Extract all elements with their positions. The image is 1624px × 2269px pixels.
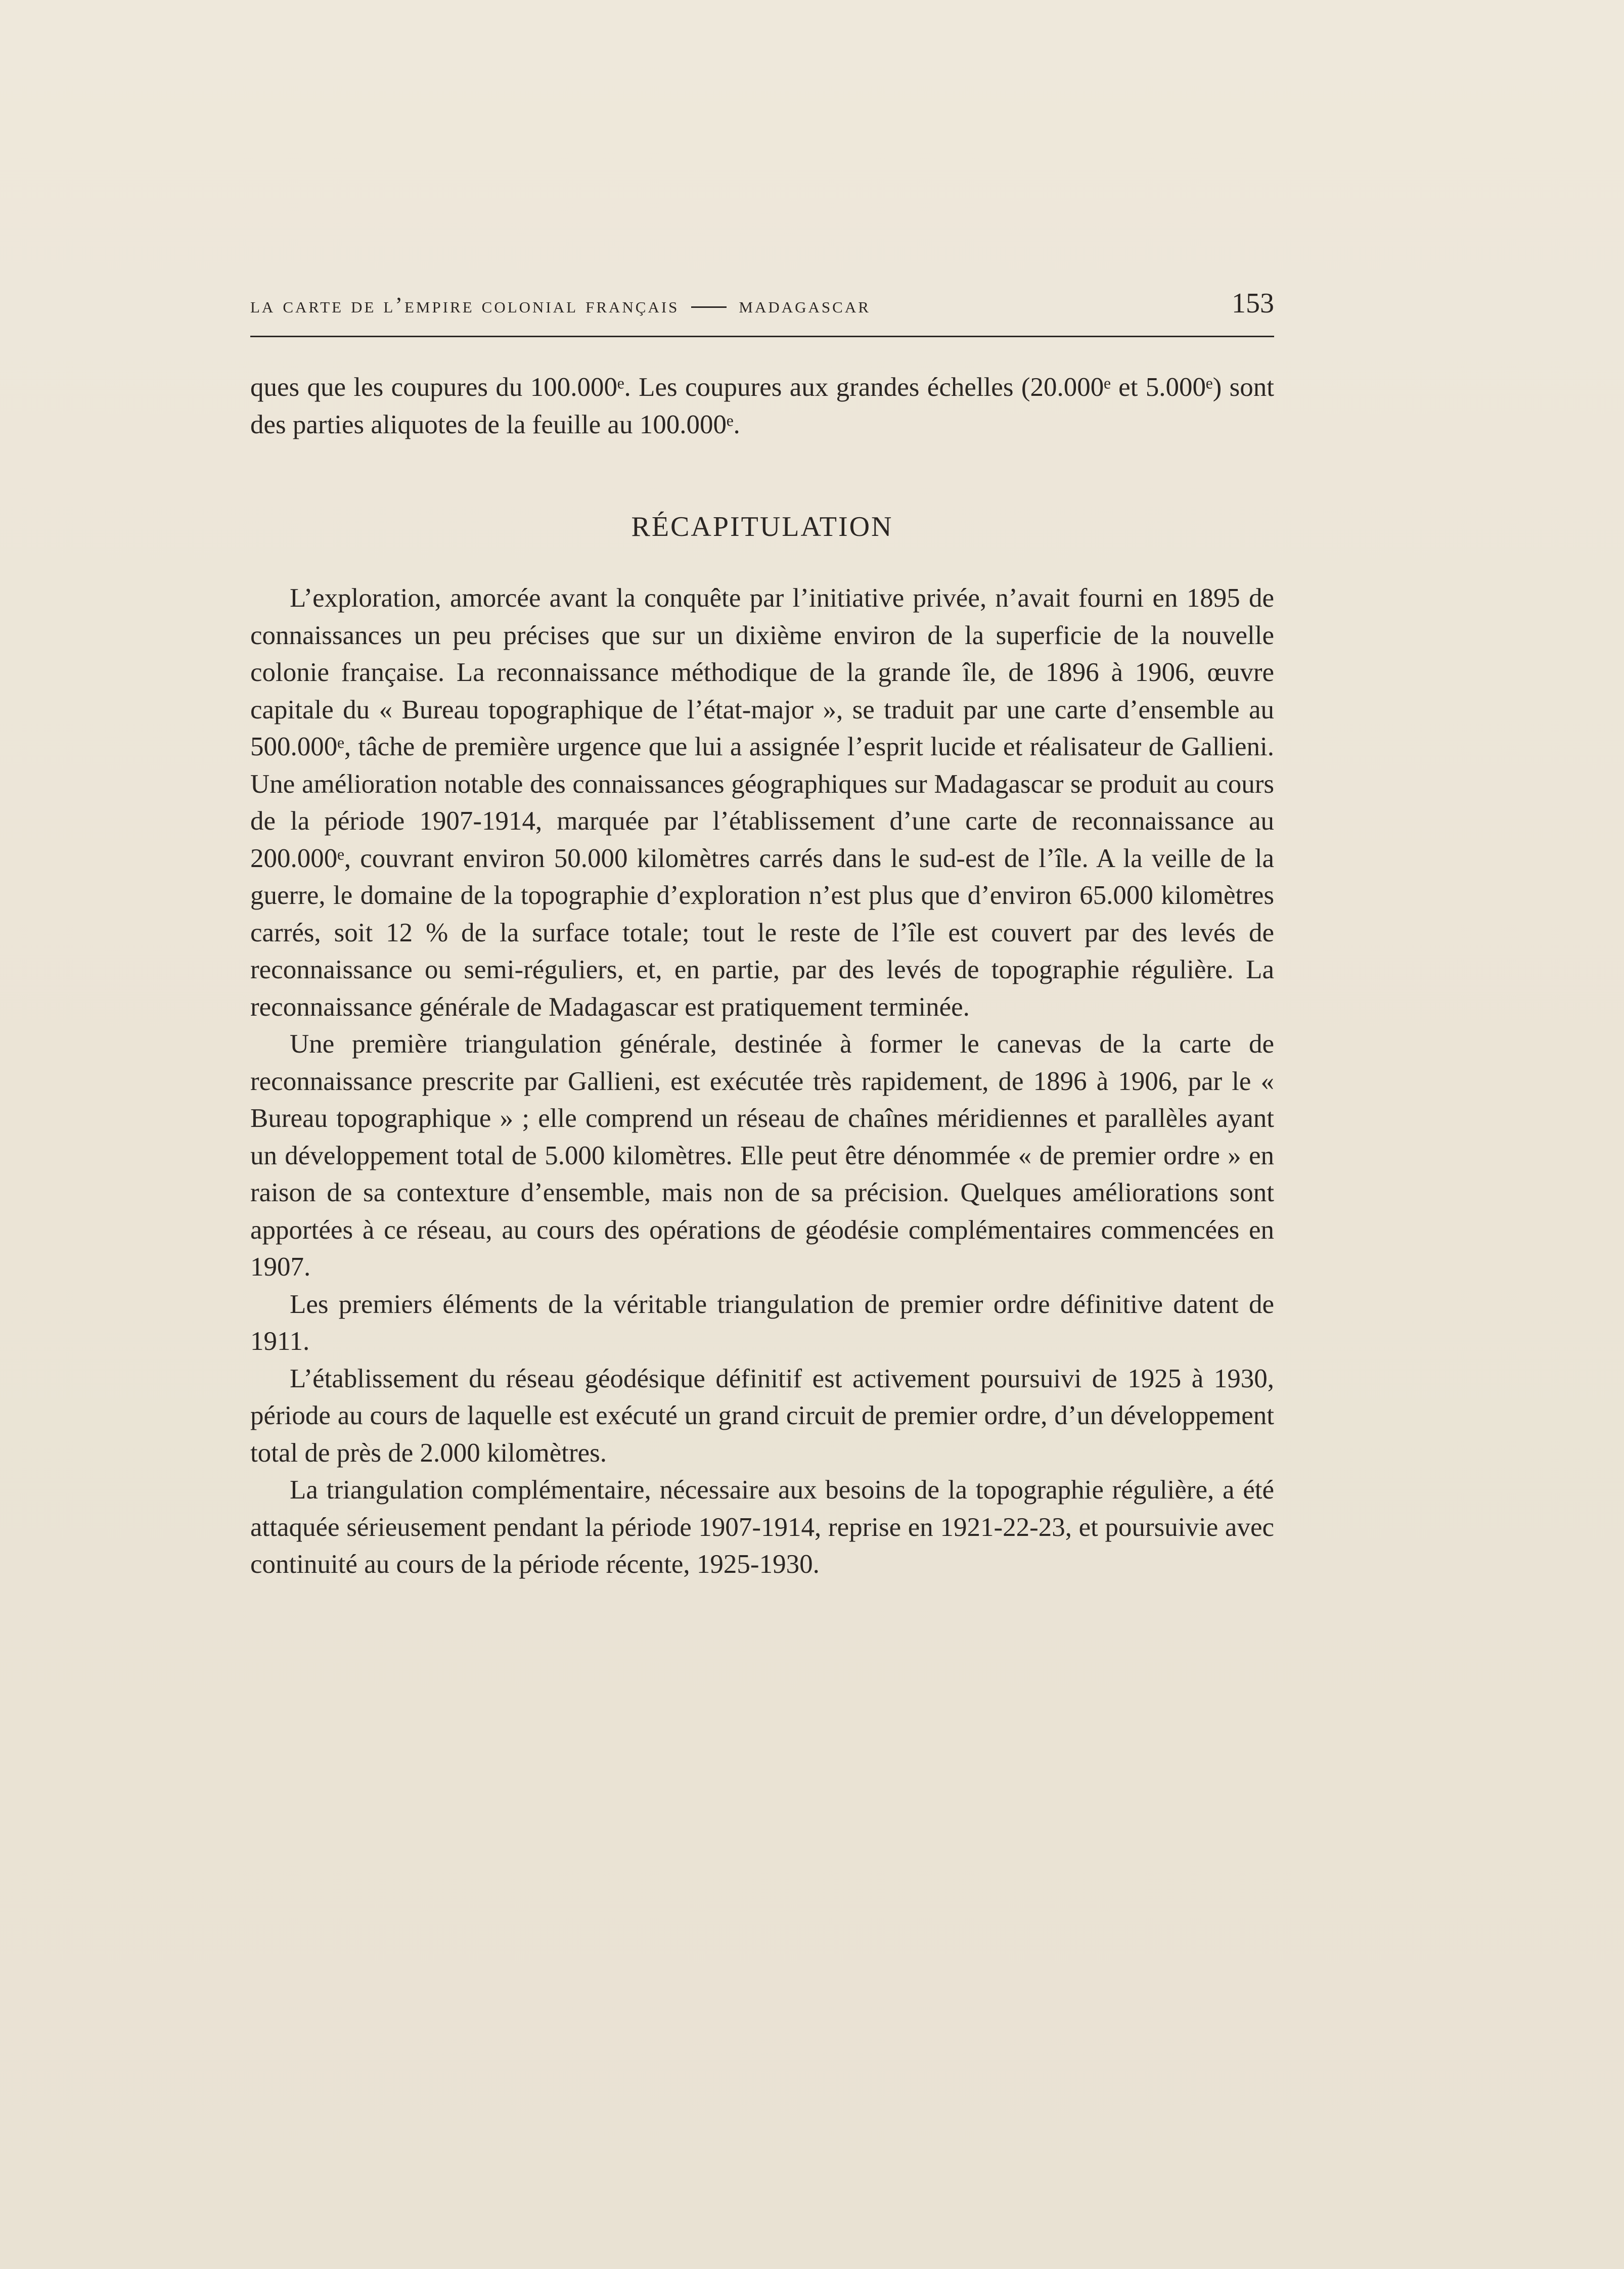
em-dash-separator: [691, 306, 727, 308]
body-text: [250, 369, 1274, 1583]
intro-paragraph: ques que les coupures du 100.000ᵉ. Les coupures aux grandes échelles (20.000ᵉ et 5.000ᵉ) sont des parties aliquotes de la feuille au 100.000ᵉ.: [250, 373, 1274, 439]
paragraph-first-triangulation: Une première triangulation générale, destinée à former le canevas de la carte de reconnaissance prescrite par Gallieni, est exécutée très rapidement, de 1896 à 1906, par le « Bureau topographique » ; elle comprend un réseau de chaînes méridiennes et parallèles ayant un développement total de 5.000 kilomètres. Elle peut être dénommée « de premier ordre » en raison de sa contexture d’ensemble, mais non de sa précision. Quelques améliorations sont apportées à ce réseau, au cours des opérations de géodésie complémentaires commencées en 1907.: [250, 1029, 1274, 1282]
running-title: [250, 292, 871, 318]
section-heading: RÉCAPITULATION: [631, 511, 893, 542]
running-title-section: madagascar: [739, 293, 871, 317]
running-title-main: la carte de l’empire colonial français: [250, 293, 680, 317]
page-number: 153: [1232, 288, 1274, 319]
header-rule: [250, 336, 1274, 337]
paragraph-exploration: L’exploration, amorcée avant la conquête par l’initiative privée, n’avait fourni en 1895 de connaissances un peu précises que sur un dixième environ de la superficie de la nouvelle colonie française. La reconnaissance méthodique de la grande île, de 1896 à 1906, œuvre capitale du « Bureau topographique de l’état-major », se traduit par une carte d’ensemble au 500.000ᵉ, tâche de première urgence que lui a assignée l’esprit lucide et réalisateur de Gallieni. Une amélioration notable des connaissances géographiques sur Madagascar se produit au cours de la période 1907-1914, marquée par l’établissement d’une carte de reconnaissance au 200.000ᵉ, couvrant environ 50.000 kilomètres carrés dans le sud-est de l’île. A la veille de la guerre, le domaine de la topographie d’exploration n’est plus que d’environ 65.000 kilomètres carrés, soit 12 % de la surface totale; tout le reste de l’île est couvert par des levés de reconnaissance ou semi-réguliers, et, en partie, par des levés de topographie régulière. La reconnaissance générale de Madagascar est pratiquement terminée.: [250, 583, 1274, 1022]
running-head: [250, 287, 1274, 328]
paragraph-complementary-triangulation: La triangulation complémentaire, nécessaire aux besoins de la topographie régulière, a été attaquée sérieusement pendant la période 1907-1914, reprise en 1921-22-23, et poursuivie avec continuité au cours de la période récente, 1925-1930.: [250, 1475, 1274, 1579]
paragraph-geodesic-network: L’établissement du réseau géodésique définitif est activement poursuivi de 1925 à 1930, période au cours de laquelle est exécuté un grand circuit de premier ordre, d’un développement total de près de 2.000 kilomètres.: [250, 1364, 1274, 1468]
paragraph-first-order-elements: Les premiers éléments de la véritable triangulation de premier ordre définitive datent de 1911.: [250, 1289, 1274, 1356]
